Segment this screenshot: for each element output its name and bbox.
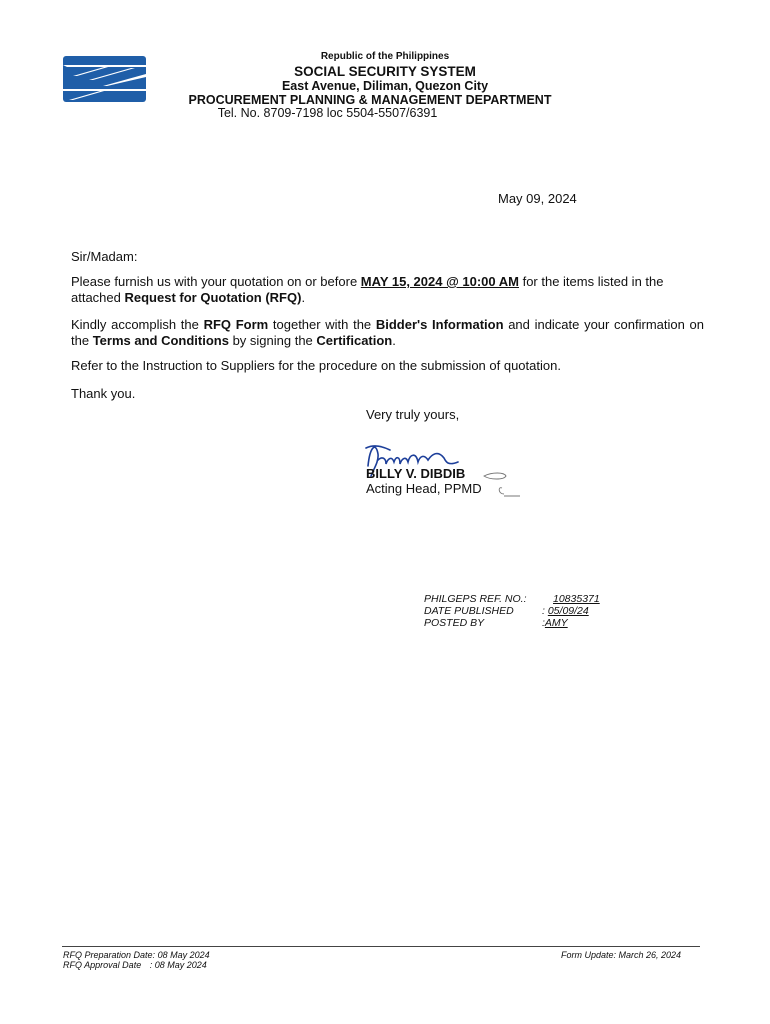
rfq-reference: Request for Quotation (RFQ) [124, 289, 302, 305]
letter-date: May 09, 2024 [498, 191, 577, 206]
prep-date: RFQ Preparation Date: 08 May 2024 [63, 950, 210, 960]
header-address: East Avenue, Diliman, Quezon City [281, 79, 489, 93]
header-tel: Tel. No. 8709-7198 loc 5504-5507/6391 [217, 106, 438, 120]
header-republic: Republic of the Philippines [320, 51, 450, 62]
philgeps-value: 10835371 [553, 593, 600, 605]
paragraph-deadline: Please furnish us with your quotation on or before MAY 15, 2024 @ 10:00 AM for the items listed in the attached Request for Quotation (RFQ). [71, 274, 664, 305]
approval-date: RFQ Approval Date : 08 May 2024 [63, 960, 207, 970]
signer-title: Acting Head, PPMD [366, 481, 482, 496]
posted-value: :AMY [542, 617, 568, 629]
philgeps-label: PHILGEPS REF. NO.: [424, 593, 527, 605]
posted-label: POSTED BY [424, 617, 485, 629]
closing: Very truly yours, [366, 407, 460, 422]
paragraph-thanks: Thank you. [71, 386, 136, 401]
published-label: DATE PUBLISHED [424, 605, 514, 617]
paragraph-instructions: Kindly accomplish the RFQ Form together with the Bidder's Information and indicate your confirmation on the Terms and Conditions by signing the Certification. [71, 317, 704, 348]
deadline: MAY 15, 2024 @ 10:00 AM [360, 274, 519, 289]
footer-divider [62, 946, 700, 947]
salutation: Sir/Madam: [71, 249, 138, 264]
form-update: Form Update: March 26, 2024 [561, 950, 682, 960]
paragraph-refer: Refer to the Instruction to Suppliers for the procedure on the submission of quotation. [71, 358, 561, 373]
signer-name: BILLY V. DIBDIB [366, 466, 466, 481]
published-value: : 05/09/24 [542, 605, 589, 617]
header-org: SOCIAL SECURITY SYSTEM [294, 64, 476, 79]
header-department: PROCUREMENT PLANNING & MANAGEMENT DEPARTMENT [188, 93, 552, 107]
